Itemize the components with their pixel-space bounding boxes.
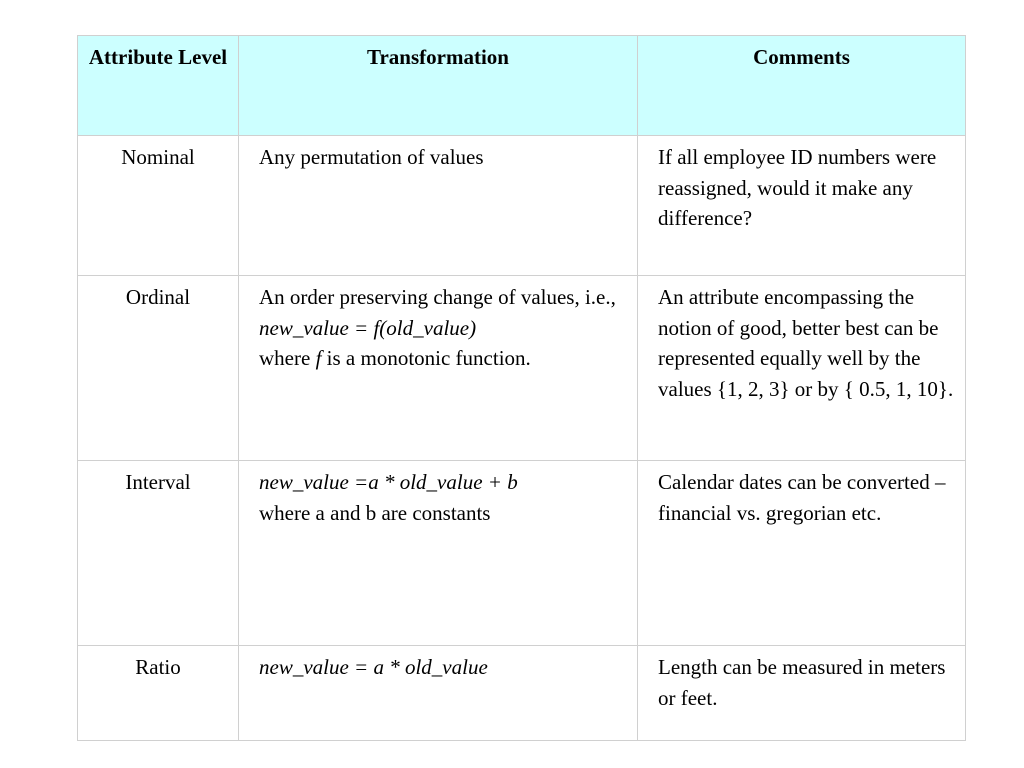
ordinal-where-rest: is a monotonic function.	[321, 346, 531, 370]
ordinal-transformation-where	[259, 343, 627, 374]
cell-comments-ratio: Length can be measured in meters or feet.	[638, 646, 966, 741]
attribute-transformation-table	[77, 35, 966, 741]
ordinal-transformation-formula: new_value = f(old_value)	[259, 315, 477, 340]
table-row-ratio	[78, 646, 966, 741]
ordinal-where-word: where	[259, 346, 316, 370]
cell-transformation-interval	[239, 461, 638, 646]
table-row-nominal	[78, 136, 966, 276]
table-row-interval	[78, 461, 966, 646]
cell-transformation-ratio	[239, 646, 638, 741]
ordinal-transformation-text: An order preserving change of values, i.e.,	[259, 285, 616, 309]
cell-comments-interval: Calendar dates can be converted – financial vs. gregorian etc.	[638, 461, 966, 646]
header-comments: Comments	[638, 36, 966, 136]
cell-level-ordinal: Ordinal	[78, 276, 239, 461]
cell-comments-nominal: If all employee ID numbers were reassigned, would it make any difference?	[638, 136, 966, 276]
header-attribute-level: Attribute Level	[78, 36, 239, 136]
cell-level-nominal: Nominal	[78, 136, 239, 276]
cell-level-interval: Interval	[78, 461, 239, 646]
header-row	[78, 36, 966, 136]
table-row-ordinal	[78, 276, 966, 461]
cell-transformation-nominal: Any permutation of values	[239, 136, 638, 276]
cell-comments-ordinal: An attribute encompassing the notion of good, better best can be represented equally well by the values {1, 2, 3} or by { 0.5, 1, 10}.	[638, 276, 966, 461]
interval-transformation-formula: new_value =a * old_value + b	[259, 470, 518, 494]
interval-transformation-text: where a and b are constants	[259, 500, 491, 525]
ratio-transformation-formula: new_value = a * old_value	[259, 655, 488, 679]
cell-transformation-ordinal	[239, 276, 638, 461]
header-transformation: Transformation	[239, 36, 638, 136]
ordinal-function-f: f	[315, 346, 322, 370]
cell-level-ratio: Ratio	[78, 646, 239, 741]
